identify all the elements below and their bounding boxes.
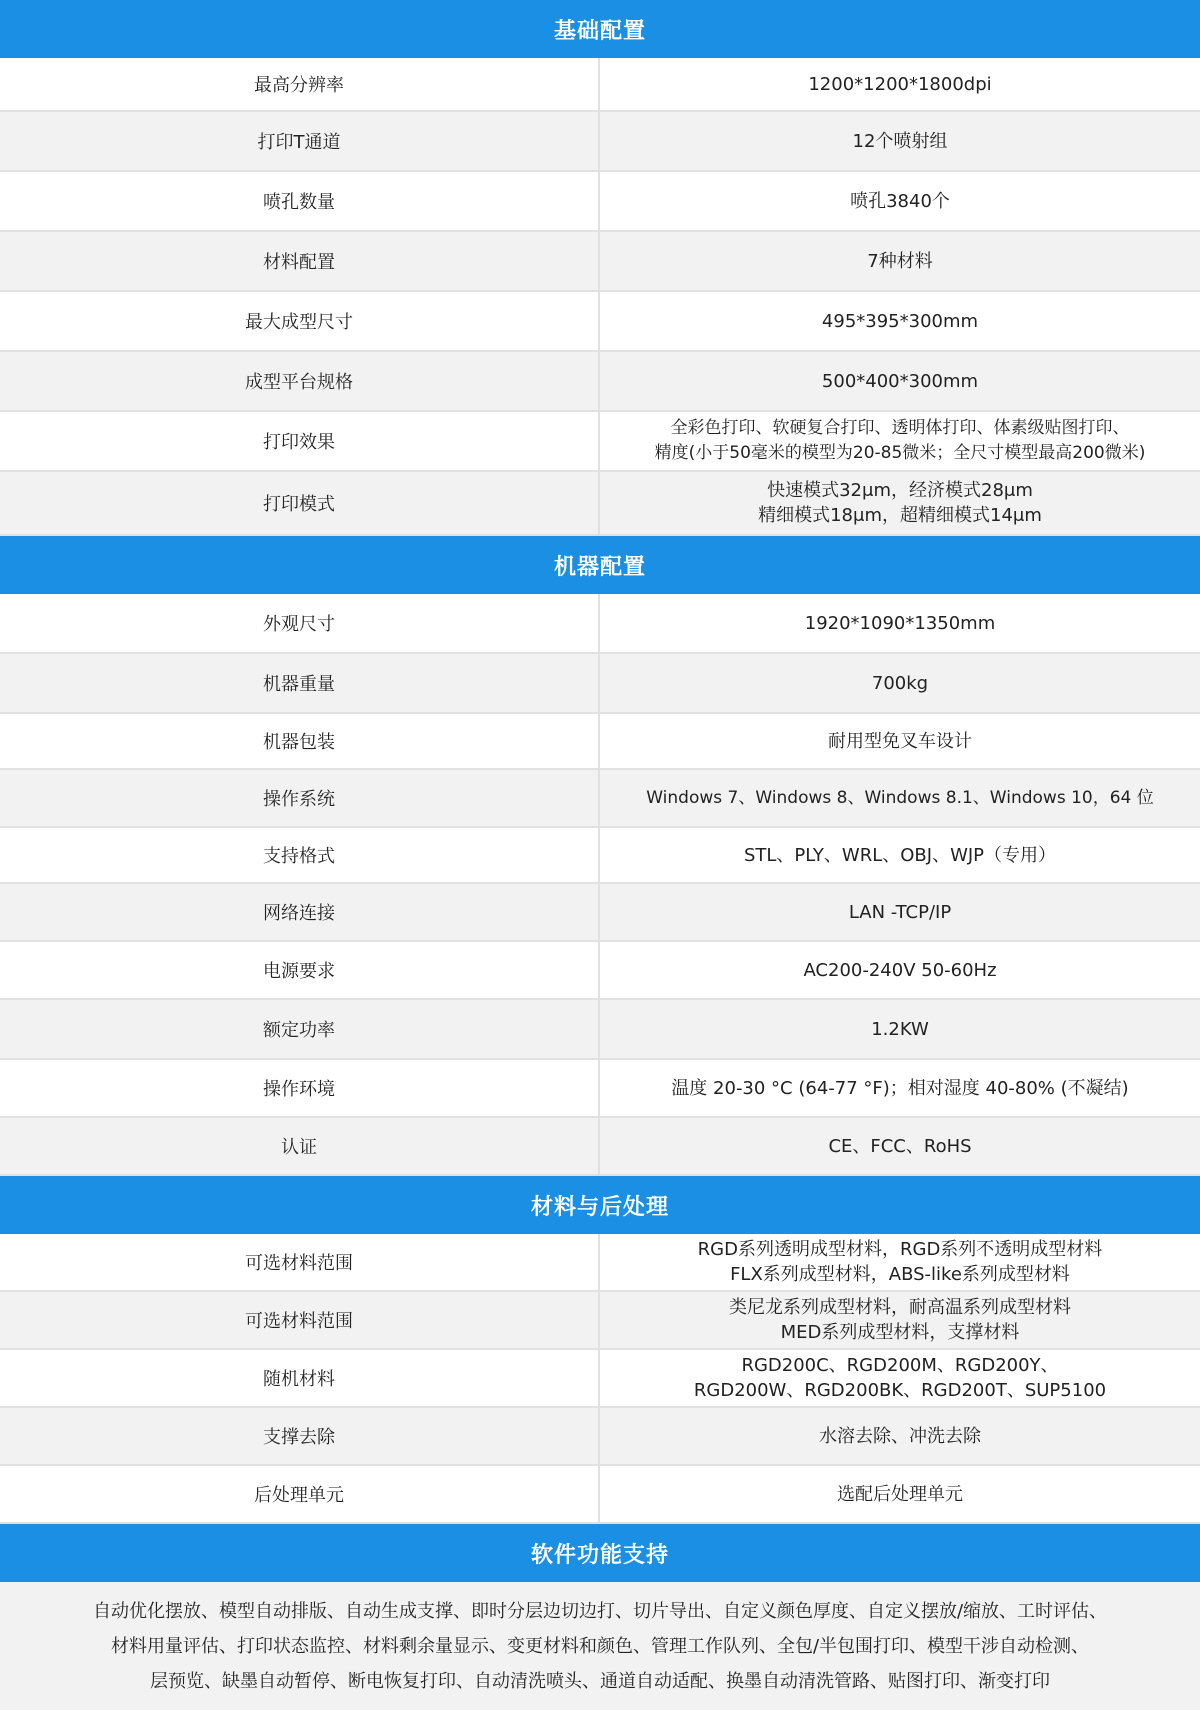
row-label: 支撑去除 — [0, 1408, 600, 1464]
table-row — [0, 884, 1200, 942]
table-row — [0, 1408, 1200, 1466]
row-value: 1200*1200*1800dpi — [808, 73, 992, 95]
row-value: 耐用型免叉车设计 — [828, 730, 972, 752]
row-label: 可选材料范围 — [0, 1292, 600, 1348]
table-row — [0, 1000, 1200, 1060]
section-header-basic: 基础配置 — [0, 0, 1200, 58]
row-value: 水溶去除、冲洗去除 — [819, 1425, 981, 1447]
table-row — [0, 172, 1200, 232]
row-label: 随机材料 — [0, 1350, 600, 1406]
row-label: 操作系统 — [0, 770, 600, 826]
row-value: CE、FCC、RoHS — [828, 1135, 972, 1157]
table-row — [0, 1292, 1200, 1350]
row-label: 机器包装 — [0, 714, 600, 768]
row-value: RGD200C、RGD200M、RGD200Y、 RGD200W、RGD200BK、RGD200T、SUP5100 — [693, 1355, 1107, 1401]
row-label: 支持格式 — [0, 828, 600, 882]
row-label: 网络连接 — [0, 884, 600, 940]
row-value: 12个喷射组 — [852, 130, 948, 152]
table-row — [0, 232, 1200, 292]
table-row — [0, 654, 1200, 714]
table-row — [0, 1234, 1200, 1292]
row-label: 材料配置 — [0, 232, 600, 290]
table-row — [0, 770, 1200, 828]
row-label: 成型平台规格 — [0, 352, 600, 410]
row-label: 打印模式 — [0, 472, 600, 534]
row-value: LAN -TCP/IP — [848, 901, 952, 923]
row-value: 类尼龙系列成型材料，耐高温系列成型材料 MED系列成型材料，支撑材料 — [729, 1297, 1071, 1343]
row-value: 喷孔3840个 — [850, 190, 950, 212]
row-label: 电源要求 — [0, 942, 600, 998]
row-value: Windows 7、Windows 8、Windows 8.1、Windows 10，64 位 — [646, 787, 1154, 808]
table-row — [0, 292, 1200, 352]
row-value: 全彩色打印、软硬复合打印、透明体打印、体素级贴图打印、 精度(小于50毫米的模型为20-85微米；全尺寸模型最高200微米) — [654, 418, 1146, 463]
row-value: 选配后处理单元 — [837, 1483, 963, 1505]
table-row — [0, 58, 1200, 112]
software-line: 材料用量评估、打印状态监控、材料剩余量显示、变更材料和颜色、管理工作队列、全包/半包围打印、模型干涉自动检测、 — [110, 1635, 1090, 1657]
row-value: 500*400*300mm — [821, 370, 979, 392]
table-row — [0, 828, 1200, 884]
row-value: 1.2KW — [871, 1018, 929, 1040]
section-header-machine: 机器配置 — [0, 536, 1200, 594]
software-line: 层预览、缺墨自动暂停、断电恢复打印、自动清洗喷头、通道自动适配、换墨自动清洗管路、贴图打印、渐变打印 — [150, 1670, 1050, 1692]
table-row — [0, 714, 1200, 770]
row-label: 后处理单元 — [0, 1466, 600, 1522]
row-value: 495*395*300mm — [821, 310, 979, 332]
row-value: 700kg — [871, 672, 929, 694]
row-label: 可选材料范围 — [0, 1234, 600, 1290]
row-label: 打印T通道 — [0, 112, 600, 170]
table-row — [0, 594, 1200, 654]
row-label: 额定功率 — [0, 1000, 600, 1058]
table-row — [0, 412, 1200, 472]
software-line: 自动优化摆放、模型自动排版、自动生成支撑、即时分层边切边打、切片导出、自定义颜色厚度、自定义摆放/缩放、工时评估、 — [92, 1600, 1108, 1622]
row-value: AC200-240V 50-60Hz — [803, 959, 997, 981]
table-row — [0, 1350, 1200, 1408]
row-label: 外观尺寸 — [0, 594, 600, 652]
table-row — [0, 1118, 1200, 1176]
row-value: RGD系列透明成型材料，RGD系列不透明成型材料 FLX系列成型材料，ABS-like系列成型材料 — [697, 1239, 1103, 1285]
table-row — [0, 942, 1200, 1000]
row-value: STL、PLY、WRL、OBJ、WJP（专用） — [743, 844, 1057, 866]
row-value: 温度 20-30 °C (64-77 °F)；相对湿度 40-80% (不凝结) — [671, 1077, 1129, 1099]
row-label: 最大成型尺寸 — [0, 292, 600, 350]
row-label: 打印效果 — [0, 412, 600, 470]
table-row — [0, 112, 1200, 172]
row-value: 快速模式32μm，经济模式28μm 精细模式18μm，超精细模式14μm — [758, 480, 1042, 526]
row-label: 机器重量 — [0, 654, 600, 712]
section-header-materials: 材料与后处理 — [0, 1176, 1200, 1234]
row-label: 操作环境 — [0, 1060, 600, 1116]
table-row — [0, 1060, 1200, 1118]
section-header-software: 软件功能支持 — [0, 1524, 1200, 1582]
table-row — [0, 1466, 1200, 1524]
row-label: 认证 — [0, 1118, 600, 1174]
software-features — [0, 1582, 1200, 1710]
row-label: 最高分辨率 — [0, 58, 600, 110]
row-value: 1920*1090*1350mm — [804, 612, 996, 634]
table-row — [0, 352, 1200, 412]
row-label: 喷孔数量 — [0, 172, 600, 230]
row-value: 7种材料 — [867, 250, 933, 272]
table-row — [0, 472, 1200, 536]
